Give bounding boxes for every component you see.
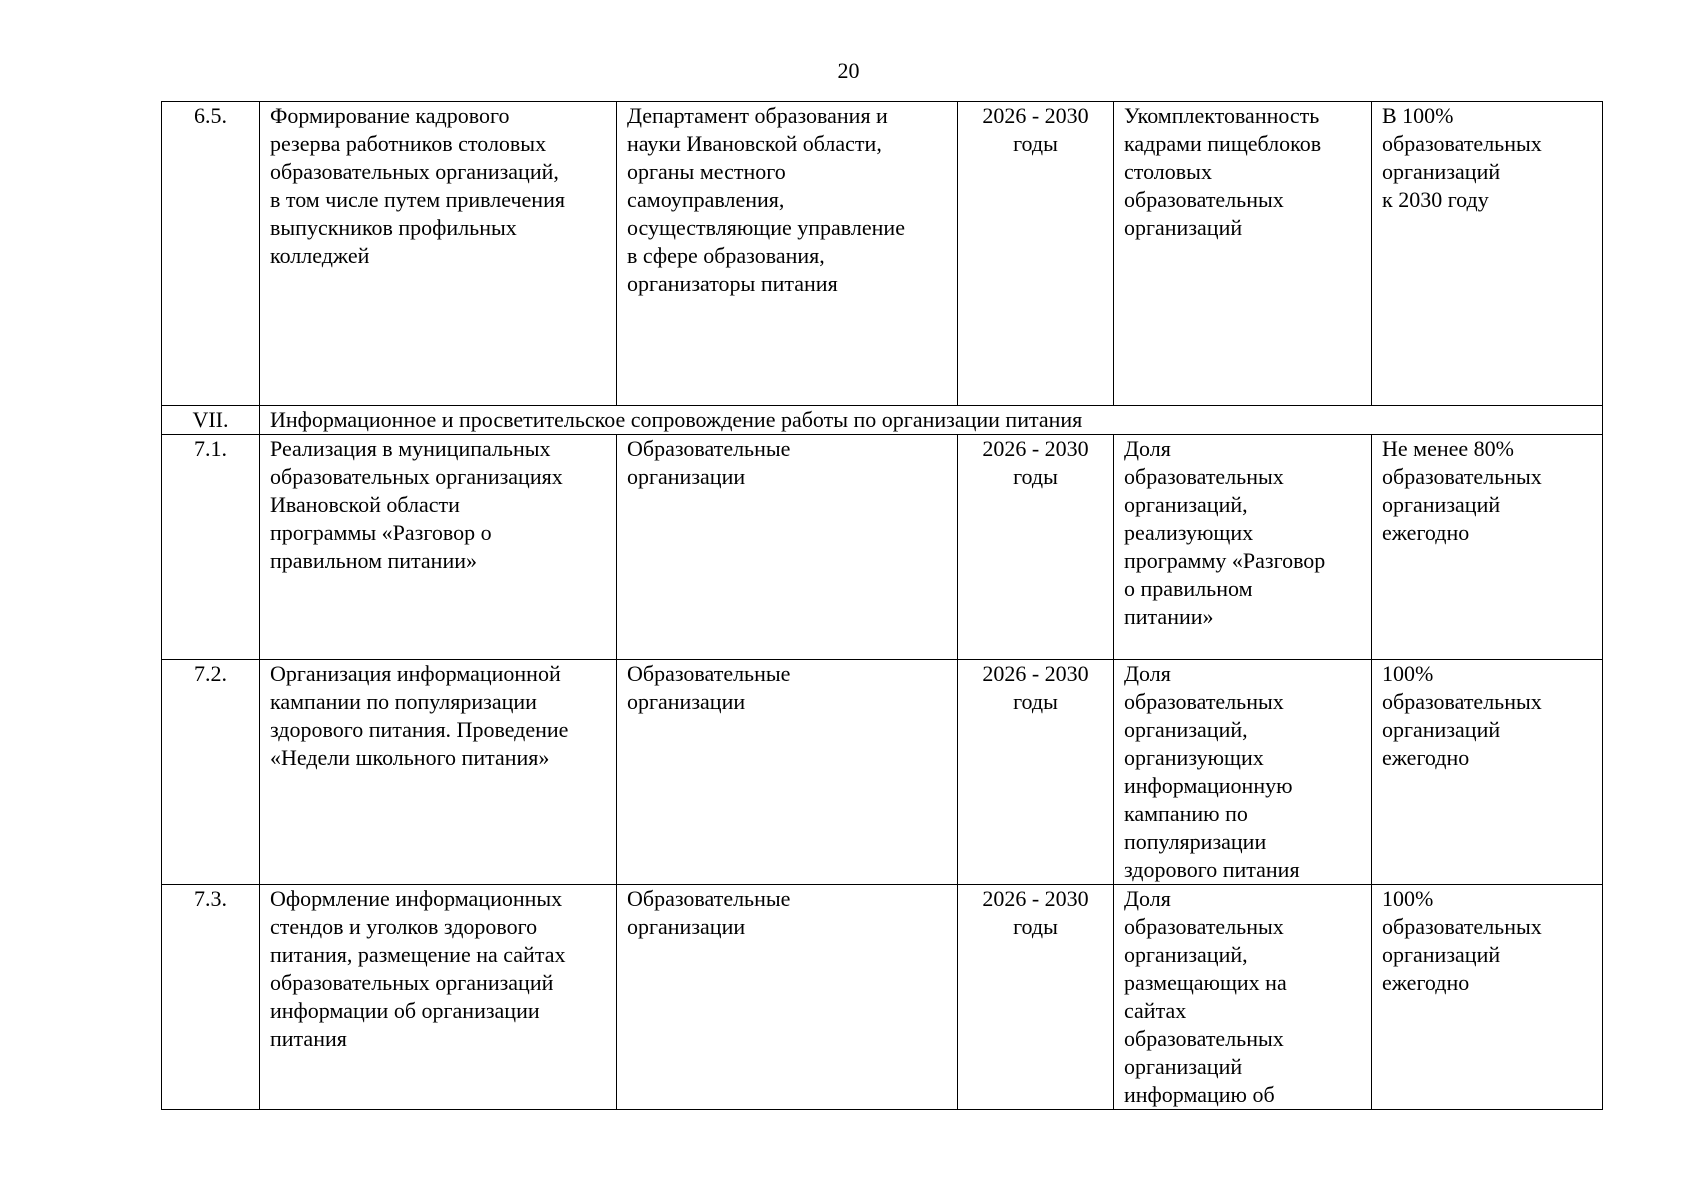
period-cell [958,885,1114,1110]
activity-line: программы «Разговор о [270,520,492,545]
indicator-line: кадрами пищеблоков [1124,131,1322,156]
responsible-line: самоуправления, [627,187,785,212]
activity-line: питания [270,1026,347,1051]
row-number: 7.1. [162,435,260,660]
responsible-cell [617,885,958,1110]
row-number: 7.2. [162,660,260,885]
activity-line: правильном питании» [270,548,478,573]
period-line: годы [1013,689,1058,714]
indicator-line: образовательных [1124,187,1284,212]
target-line: образовательных [1382,914,1542,939]
period-line: 2026 - 2030 [982,103,1089,128]
period-line: годы [1013,464,1058,489]
indicator-cell [1114,885,1372,1110]
table-row [162,885,1603,1110]
responsible-line: осуществляющие управление [627,215,905,240]
responsible-line: Образовательные [627,886,791,911]
activity-line: выпускников профильных [270,215,517,240]
period-line: 2026 - 2030 [982,661,1089,686]
responsible-line: организации [627,464,746,489]
indicator-line: Доля [1124,886,1171,911]
indicator-line: Доля [1124,661,1171,686]
indicator-line: о правильном [1124,576,1253,601]
activity-line: Оформление информационных [270,886,563,911]
section-row [162,406,1603,435]
target-line: организаций [1382,492,1501,517]
target-line: образовательных [1382,131,1542,156]
period-line: 2026 - 2030 [982,436,1089,461]
activity-line: в том числе путем привлечения [270,187,565,212]
target-line: Не менее 80% [1382,436,1514,461]
period-line: 2026 - 2030 [982,886,1089,911]
target-line: ежегодно [1382,970,1470,995]
section-title: Информационное и просветительское сопровождение работы по организации питания [260,406,1603,435]
activity-line: Организация информационной [270,661,561,686]
target-line: к 2030 году [1382,187,1489,212]
indicator-line: образовательных [1124,914,1284,939]
responsible-line: Департамент образования и [627,103,888,128]
activity-line: Ивановской области [270,492,460,517]
period-line: годы [1013,131,1058,156]
indicator-cell [1114,435,1372,660]
activity-line: стендов и уголков здорового [270,914,538,939]
activity-line: информации об организации [270,998,540,1023]
activity-cell [260,435,617,660]
responsible-cell [617,102,958,406]
activity-cell [260,102,617,406]
indicator-line: популяризации [1124,829,1267,854]
target-line: 100% [1382,661,1434,686]
activity-line: здорового питания. Проведение [270,717,569,742]
activity-line: Реализация в муниципальных [270,436,551,461]
indicator-line: образовательных [1124,689,1284,714]
responsible-line: организации [627,914,746,939]
indicator-line: питании» [1124,604,1214,629]
indicator-line: информационную [1124,773,1293,798]
period-line: годы [1013,914,1058,939]
indicator-cell [1114,660,1372,885]
target-line: организаций [1382,942,1501,967]
indicator-line: Доля [1124,436,1171,461]
period-cell [958,435,1114,660]
activity-line: питания, размещение на сайтах [270,942,566,967]
responsible-cell [617,435,958,660]
activity-cell [260,885,617,1110]
activity-line: образовательных организациях [270,464,563,489]
activity-line: Формирование кадрового [270,103,510,128]
section-number: VII. [162,406,260,435]
responsible-cell [617,660,958,885]
row-number: 7.3. [162,885,260,1110]
indicator-line: кампанию по [1124,801,1248,826]
page-number: 20 [837,58,860,83]
responsible-line: организаторы питания [627,271,838,296]
activity-line: образовательных организаций, [270,159,559,184]
target-line: В 100% [1382,103,1454,128]
target-cell [1372,885,1603,1110]
responsible-line: организации [627,689,746,714]
plan-table [161,101,1603,1110]
target-line: 100% [1382,886,1434,911]
target-cell [1372,435,1603,660]
indicator-cell [1114,102,1372,406]
target-line: ежегодно [1382,745,1470,770]
activity-line: образовательных организаций [270,970,554,995]
table-row [162,435,1603,660]
indicator-line: размещающих на [1124,970,1287,995]
target-cell [1372,660,1603,885]
indicator-line: информацию об [1124,1082,1275,1107]
indicator-line: организаций, [1124,942,1248,967]
table-row [162,660,1603,885]
activity-line: кампании по популяризации [270,689,537,714]
target-line: организаций [1382,717,1501,742]
activity-cell [260,660,617,885]
indicator-line: образовательных [1124,1026,1284,1051]
row-number: 6.5. [162,102,260,406]
indicator-line: организаций, [1124,717,1248,742]
indicator-line: здорового питания [1124,857,1300,882]
target-line: образовательных [1382,464,1542,489]
indicator-line: организаций [1124,215,1243,240]
indicator-line: организаций [1124,1054,1243,1079]
indicator-line: сайтах [1124,998,1187,1023]
activity-line: резерва работников столовых [270,131,547,156]
table-row [162,102,1603,406]
period-cell [958,102,1114,406]
responsible-line: в сфере образования, [627,243,825,268]
activity-line: колледжей [270,243,370,268]
indicator-line: образовательных [1124,464,1284,489]
indicator-line: реализующих [1124,520,1254,545]
indicator-line: организующих [1124,745,1264,770]
indicator-line: организаций, [1124,492,1248,517]
responsible-line: органы местного [627,159,786,184]
target-line: ежегодно [1382,520,1470,545]
target-line: образовательных [1382,689,1542,714]
target-line: организаций [1382,159,1501,184]
target-cell [1372,102,1603,406]
responsible-line: Образовательные [627,661,791,686]
responsible-line: Образовательные [627,436,791,461]
indicator-line: программу «Разговор [1124,548,1326,573]
period-cell [958,660,1114,885]
responsible-line: науки Ивановской области, [627,131,882,156]
indicator-line: Укомплектованность [1124,103,1320,128]
activity-line: «Недели школьного питания» [270,745,550,770]
indicator-line: столовых [1124,159,1212,184]
